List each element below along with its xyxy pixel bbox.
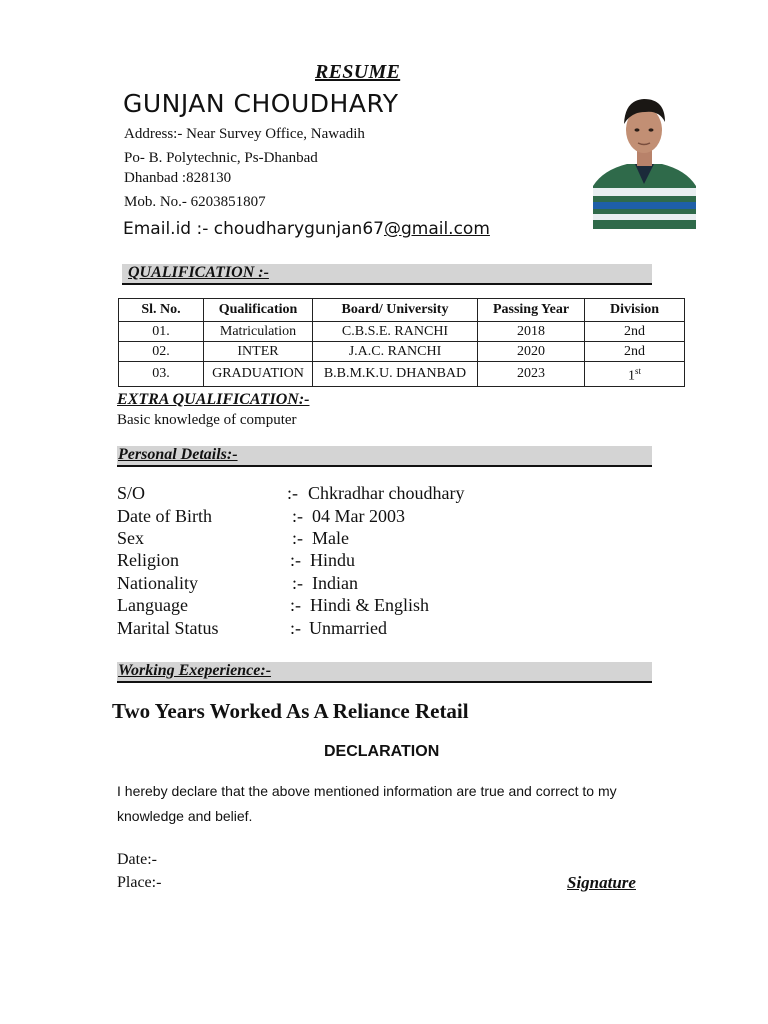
personal-value: Male xyxy=(312,528,349,548)
resume-title: RESUME xyxy=(315,61,401,83)
personal-row-marital-status xyxy=(117,618,637,640)
personal-row-dob xyxy=(117,506,637,528)
cell-board: C.B.S.E. RANCHI xyxy=(313,322,478,342)
personal-label: Sex xyxy=(117,528,144,548)
work-experience-heading: Working Exeperience:- xyxy=(118,662,272,679)
personal-value: Indian xyxy=(312,573,358,593)
declaration-heading: DECLARATION xyxy=(324,743,440,760)
table-row xyxy=(119,362,685,387)
col-header-division: Division xyxy=(585,299,685,322)
candidate-name: GUNJAN CHOUDHARY xyxy=(123,89,399,118)
personal-label: S/O xyxy=(117,483,146,503)
cell-division: 2nd xyxy=(585,342,685,362)
personal-separator: :- xyxy=(292,506,303,526)
personal-value: 04 Mar 2003 xyxy=(312,506,405,526)
personal-row-nationality xyxy=(117,573,637,595)
personal-separator: :- xyxy=(290,550,301,570)
cell-sl-no: 02. xyxy=(119,342,204,362)
personal-details-heading: Personal Details:- xyxy=(118,446,238,463)
personal-label: Date of Birth xyxy=(117,506,212,526)
cell-passing-year: 2023 xyxy=(478,362,585,387)
profile-photo xyxy=(593,86,696,229)
address-line-2: Po- B. Polytechnic, Ps-Dhanbad xyxy=(124,150,318,166)
date-label: Date:- xyxy=(117,851,157,868)
personal-separator: :- xyxy=(290,618,301,638)
email-domain-link[interactable]: @gmail.com xyxy=(383,219,490,239)
cell-qualification: Matriculation xyxy=(204,322,313,342)
col-header-board: Board/ University xyxy=(313,299,478,322)
personal-value: Hindu xyxy=(310,550,355,570)
declaration-text: I hereby declare that the above mentioned information are true and correct to my knowledge and belief. xyxy=(117,783,617,824)
cell-board: B.B.M.K.U. DHANBAD xyxy=(313,362,478,387)
place-label: Place:- xyxy=(117,874,162,891)
email-address xyxy=(123,219,490,239)
personal-row-religion xyxy=(117,550,637,572)
cell-qualification: INTER xyxy=(204,342,313,362)
qualification-section-header xyxy=(122,264,652,285)
personal-details-section-header xyxy=(117,446,652,467)
cell-board: J.A.C. RANCHI xyxy=(313,342,478,362)
table-header-row xyxy=(119,299,685,322)
personal-separator: :- xyxy=(287,483,298,503)
profile-photo-icon xyxy=(593,86,696,229)
cell-division: 2nd xyxy=(585,322,685,342)
address-line-3: Dhanbad :828130 xyxy=(124,170,232,186)
signature-label: Signature xyxy=(567,873,636,892)
qualification-heading: QUALIFICATION :- xyxy=(128,264,269,281)
personal-label: Religion xyxy=(117,550,179,570)
personal-label: Marital Status xyxy=(117,618,219,638)
cell-qualification: GRADUATION xyxy=(204,362,313,387)
cell-division xyxy=(585,362,685,387)
personal-row-so xyxy=(117,483,637,505)
cell-passing-year: 2020 xyxy=(478,342,585,362)
personal-label: Language xyxy=(117,595,188,615)
col-header-passing-year: Passing Year xyxy=(478,299,585,322)
work-experience-text: Two Years Worked As A Reliance Retail xyxy=(112,699,469,723)
table-row xyxy=(119,322,685,342)
table-row xyxy=(119,342,685,362)
personal-label: Nationality xyxy=(117,573,198,593)
personal-separator: :- xyxy=(290,595,301,615)
col-header-qualification: Qualification xyxy=(204,299,313,322)
address-line-1: Address:- Near Survey Office, Nawadih xyxy=(124,126,365,142)
cell-sl-no: 03. xyxy=(119,362,204,387)
personal-separator: :- xyxy=(292,573,303,593)
qualification-table xyxy=(118,298,685,387)
work-experience-section-header xyxy=(117,662,652,683)
personal-separator: :- xyxy=(292,528,303,548)
cell-sl-no: 01. xyxy=(119,322,204,342)
division-value: 1 xyxy=(627,368,635,384)
extra-qualification-text: Basic knowledge of computer xyxy=(117,412,297,428)
personal-value: Hindi & English xyxy=(310,595,430,615)
col-header-sl-no: Sl. No. xyxy=(119,299,204,322)
mobile-number: Mob. No.- 6203851807 xyxy=(124,194,266,210)
email-prefix: Email.id :- choudharygunjan67 xyxy=(123,219,384,239)
division-suffix: st xyxy=(634,366,641,376)
extra-qualification-heading: EXTRA QUALIFICATION:- xyxy=(117,391,310,408)
personal-row-language xyxy=(117,595,637,617)
personal-row-sex xyxy=(117,528,637,550)
personal-value: Unmarried xyxy=(309,618,387,638)
personal-value: Chkradhar choudhary xyxy=(308,483,465,503)
cell-passing-year: 2018 xyxy=(478,322,585,342)
